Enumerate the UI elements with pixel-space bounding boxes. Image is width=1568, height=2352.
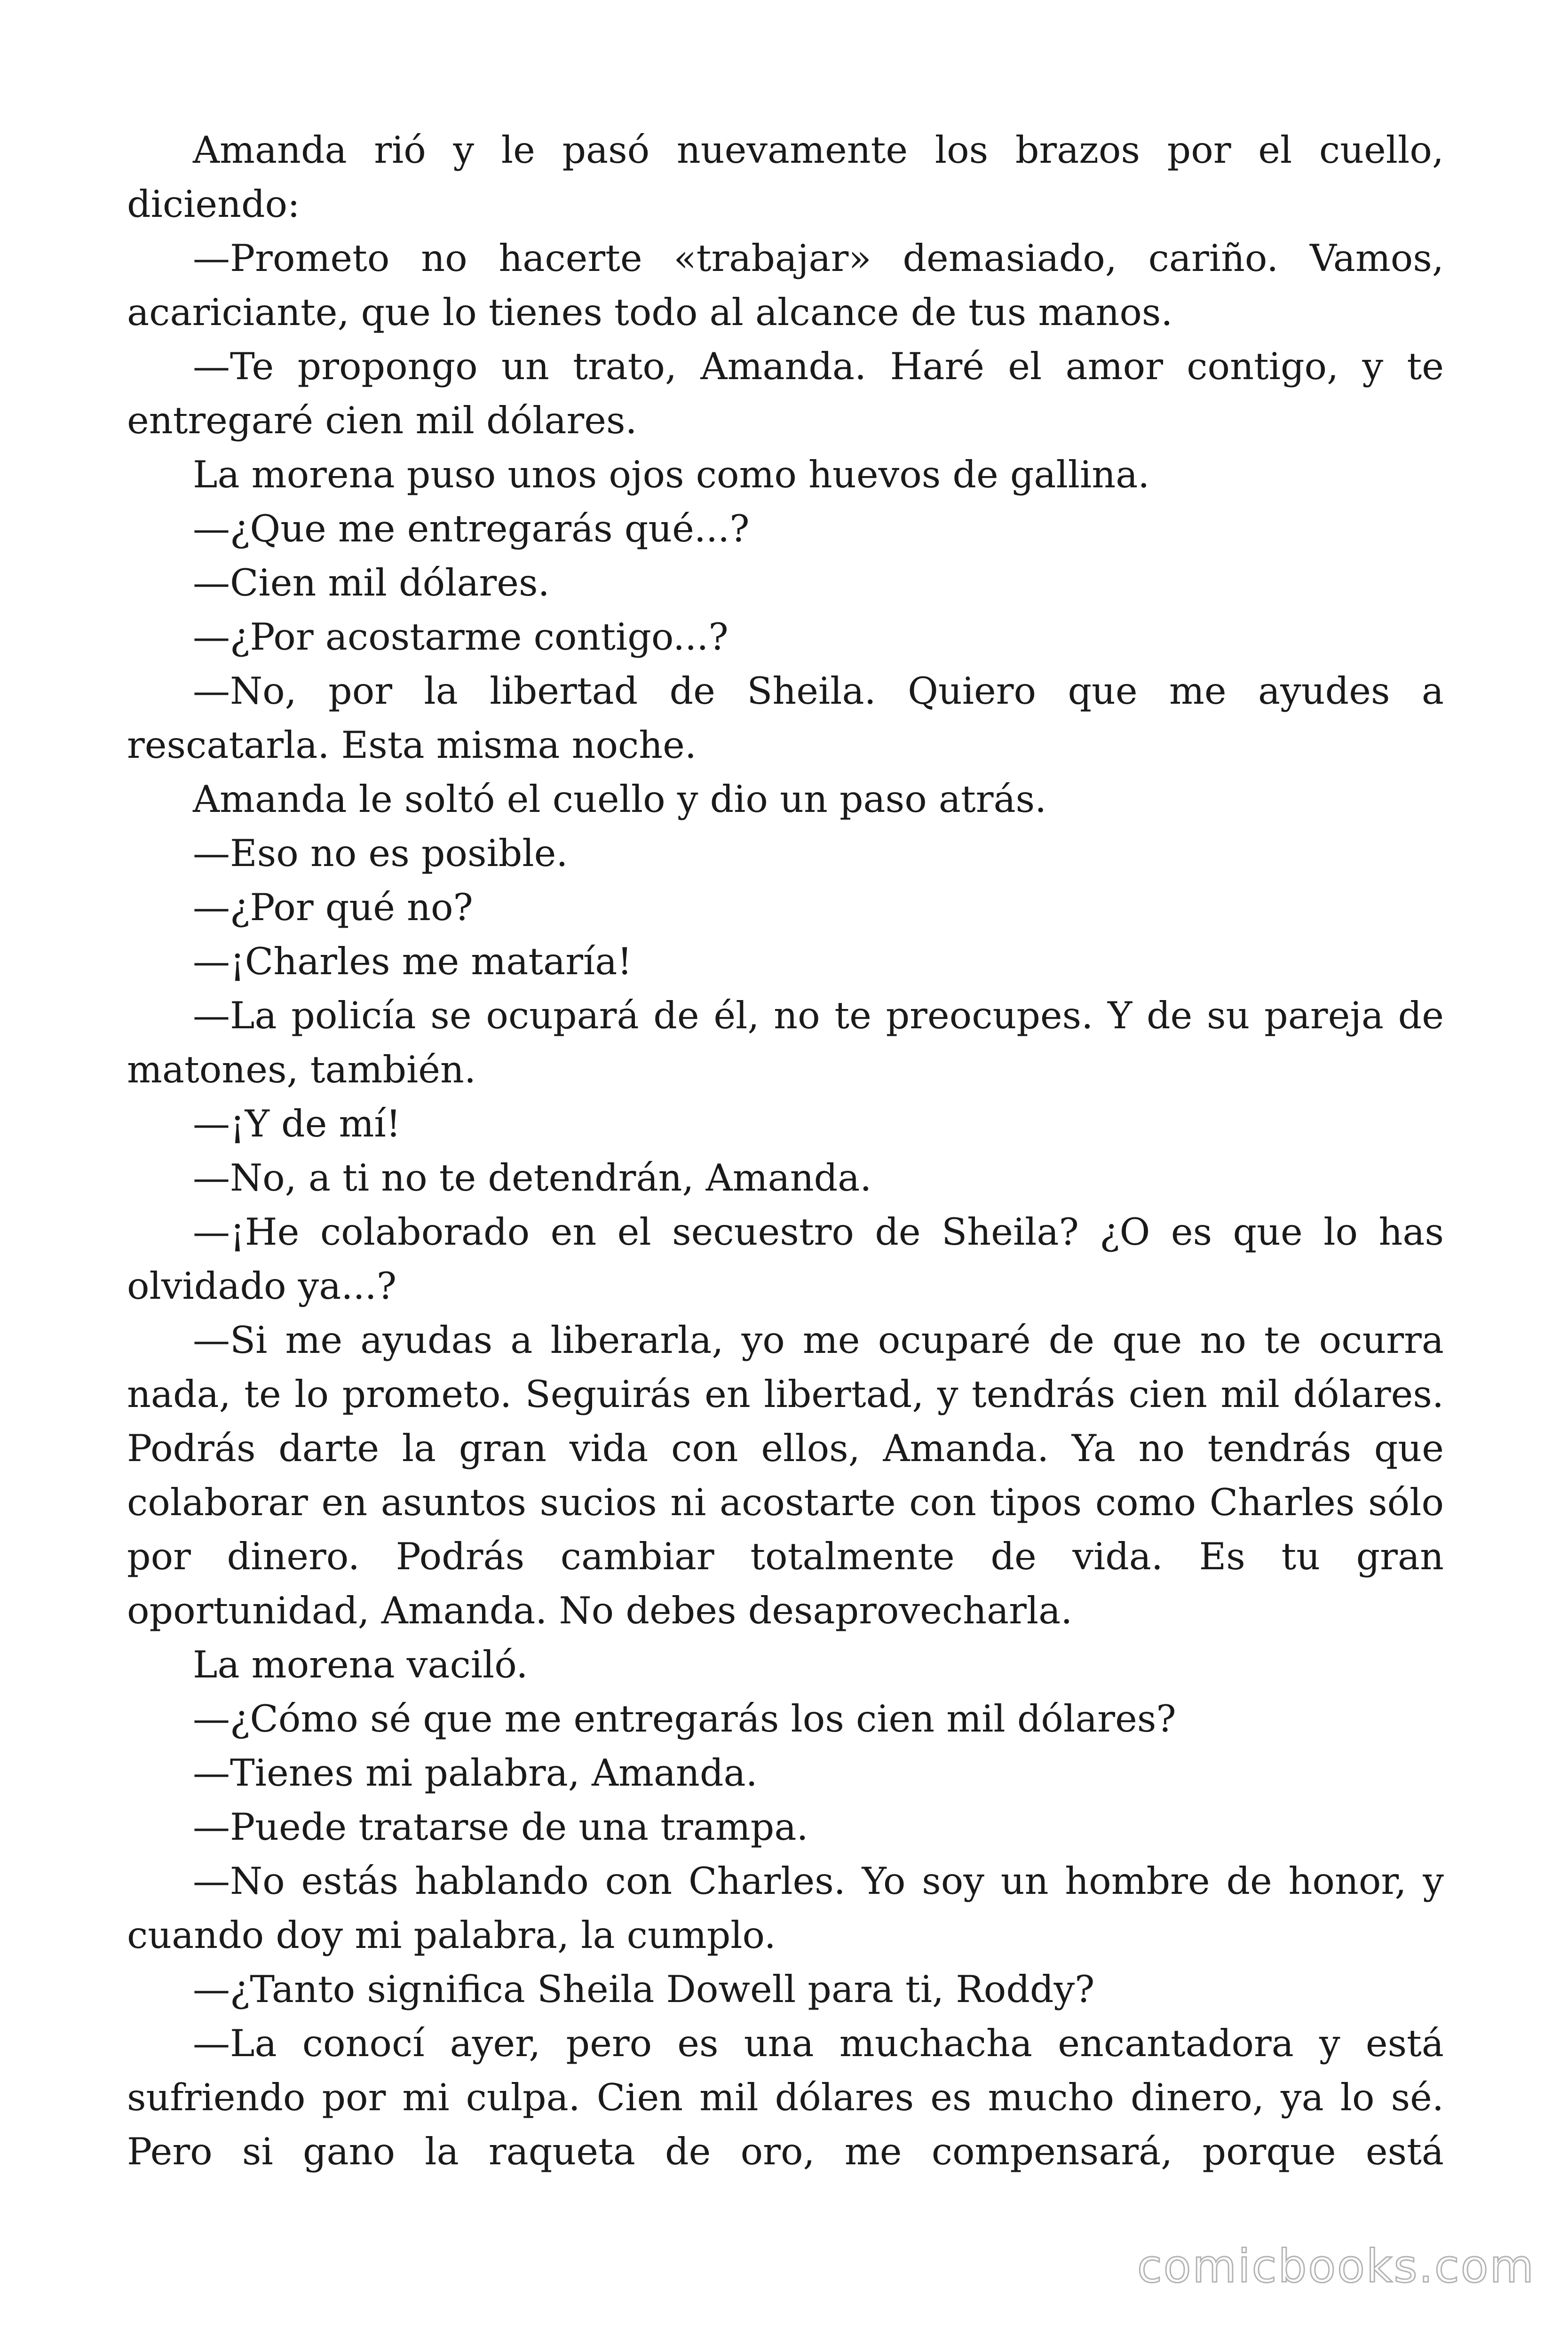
paragraph: —Puede tratarse de una trampa. — [193, 1805, 808, 1849]
paragraph: —La conocí ayer, pero es una muchacha encantadora y está sufriendo por mi culpa. Cien mil dólares es mucho dinero, ya lo sé. Pero si gano la raqueta de oro, me compensará, porque está — [127, 2022, 1444, 2173]
paragraph: La morena puso unos ojos como huevos de gallina. — [193, 453, 1150, 496]
paragraph: —Eso no es posible. — [193, 832, 568, 875]
paragraph: La morena vaciló. — [193, 1643, 528, 1686]
paragraph: —¡He colaborado en el secuestro de Sheila? ¿O es que lo has olvidado ya...? — [127, 1210, 1444, 1308]
paragraph: —No, por la libertad de Sheila. Quiero que me ayudes a rescatarla. Esta misma noche. — [127, 669, 1444, 767]
paragraph: Amanda rió y le pasó nuevamente los brazos por el cuello, diciendo: — [127, 128, 1444, 226]
paragraph: —¿Por acostarme contigo...? — [193, 615, 729, 659]
paragraph: —¡Y de mí! — [193, 1102, 401, 1145]
paragraph: —Cien mil dólares. — [193, 561, 550, 604]
paragraph: —¿Tanto significa Sheila Dowell para ti, Roddy? — [193, 1968, 1095, 2011]
paragraph: —Tienes mi palabra, Amanda. — [193, 1751, 758, 1795]
paragraph: —Prometo no hacerte «trabajar» demasiado, cariño. Vamos, acariciante, que lo tienes todo al alcance de tus manos. — [127, 237, 1444, 334]
paragraph: —No, a ti no te detendrán, Amanda. — [193, 1156, 872, 1200]
paragraph: —¿Cómo sé que me entregarás los cien mil dólares? — [193, 1697, 1176, 1740]
page-body — [127, 123, 1444, 2179]
paragraph: —Te propongo un trato, Amanda. Haré el amor contigo, y te entregaré cien mil dólares. — [127, 345, 1444, 442]
paragraph: —¿Que me entregarás qué...? — [193, 507, 750, 550]
paragraph: —Si me ayudas a liberarla, yo me ocuparé de que no te ocurra nada, te lo prometo. Seguirás en libertad, y tendrás cien mil dólares. Podrás darte la gran vida con ellos, Amanda. Ya no tendrás que colaborar en asuntos sucios ni acostarte con tipos como Charles sólo por dinero. Podrás cambiar totalmente de vida. Es tu gran oportunidad, Amanda. No debes desaprovecharla. — [127, 1319, 1444, 1632]
paragraph: Amanda le soltó el cuello y dio un paso atrás. — [193, 778, 1047, 821]
paragraph: —No estás hablando con Charles. Yo soy un hombre de honor, y cuando doy mi palabra, la cumplo. — [127, 1859, 1444, 1957]
paragraph: —¿Por qué no? — [193, 886, 473, 929]
paragraph: —¡Charles me mataría! — [193, 940, 633, 983]
paragraph: —La policía se ocupará de él, no te preocupes. Y de su pareja de matones, también. — [127, 994, 1444, 1091]
watermark: comicbooks.com — [1137, 2240, 1535, 2293]
